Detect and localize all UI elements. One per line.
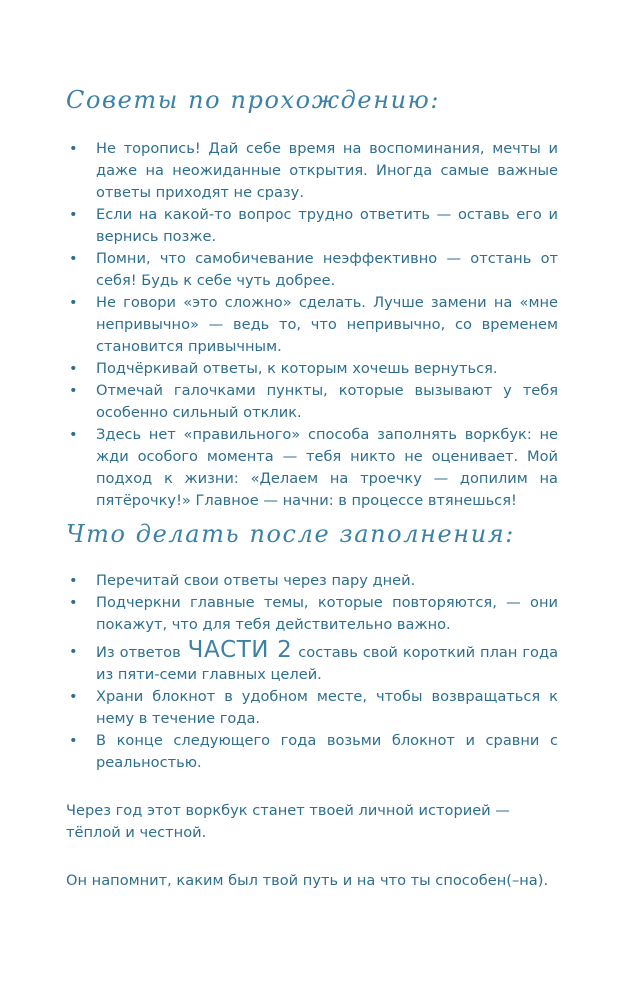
list-item bbox=[66, 248, 558, 292]
list-item-text: Подчёркивай ответы, к которым хочешь вернуться. bbox=[96, 360, 498, 377]
bullet-icon: • bbox=[69, 360, 78, 377]
list-item-text: Перечитай свои ответы через пару дней. bbox=[96, 572, 416, 589]
bullet-icon: • bbox=[69, 140, 78, 157]
closing-paragraph-2: Он напомнит, каким был твой путь и на что ты способен(–на). bbox=[66, 872, 549, 889]
list-item-text: Отмечай галочками пункты, которые вызывают у тебя особенно сильный отклик. bbox=[96, 382, 558, 421]
list-item-text-before: Из ответов bbox=[96, 644, 181, 661]
list-item-text: В конце следующего года возьми блокнот и сравни с реальностью. bbox=[96, 732, 558, 771]
list-item-text: Здесь нет «правильного» способа заполнять воркбук: не жди особого момента — тебя никто не оценивает. Мой подход к жизни: «Делаем на троечку — допилим на пятёрочку!» Главное — начни: в процессе втянешься! bbox=[96, 426, 558, 509]
list-item-text: Не торопись! Дай себе время на воспоминания, мечты и даже на неожиданные открытия. Иногда самые важные ответы приходят не сразу. bbox=[96, 140, 558, 201]
bullet-icon: • bbox=[69, 250, 78, 267]
closing-paragraph-1: Через год этот воркбук станет твоей личной историей — тёплой и честной. bbox=[66, 802, 510, 841]
list-item-text: Если на какой-то вопрос трудно ответить — оставь его и вернись позже. bbox=[96, 206, 558, 245]
list-item bbox=[66, 138, 558, 204]
part-2-emphasis: ЧАСТИ 2 bbox=[187, 637, 293, 663]
bullet-icon: • bbox=[69, 572, 78, 589]
bullet-icon: • bbox=[69, 382, 78, 399]
bullet-icon: • bbox=[69, 732, 78, 749]
list-item bbox=[66, 730, 558, 774]
list-item-text: Храни блокнот в удобном месте, чтобы возвращаться к нему в течение года. bbox=[96, 688, 558, 727]
bullet-icon: • bbox=[69, 426, 78, 443]
list-item bbox=[66, 686, 558, 730]
list-item bbox=[66, 592, 558, 636]
list-item bbox=[66, 292, 558, 358]
list-item bbox=[66, 358, 558, 380]
bullet-icon: • bbox=[69, 688, 78, 705]
list-item bbox=[66, 637, 559, 686]
list-item-text: Подчеркни главные темы, которые повторяются, — они покажут, что для тебя действительно важно. bbox=[96, 594, 558, 633]
list-item bbox=[66, 380, 558, 424]
after-list bbox=[66, 570, 558, 774]
tips-list bbox=[66, 138, 558, 512]
list-item bbox=[66, 424, 558, 512]
bullet-icon: • bbox=[69, 294, 78, 311]
list-item-text-after: составь свой короткий план года из пяти-семи главных целей. bbox=[96, 644, 559, 683]
list-item-text: Не говори «это сложно» сделать. Лучше замени на «мне непривычно» — ведь то, что непривычно, со временем становится привычным. bbox=[96, 294, 558, 355]
bullet-icon: • bbox=[69, 594, 78, 611]
list-item bbox=[66, 570, 558, 592]
section-title-tips: Советы по прохождению: bbox=[66, 86, 441, 114]
section-title-after: Что делать после заполнения: bbox=[66, 520, 515, 548]
list-item bbox=[66, 204, 558, 248]
bullet-icon: • bbox=[69, 643, 78, 660]
bullet-icon: • bbox=[69, 206, 78, 223]
list-item-text: Помни, что самобичевание неэффективно — отстань от себя! Будь к себе чуть добрее. bbox=[96, 250, 558, 289]
